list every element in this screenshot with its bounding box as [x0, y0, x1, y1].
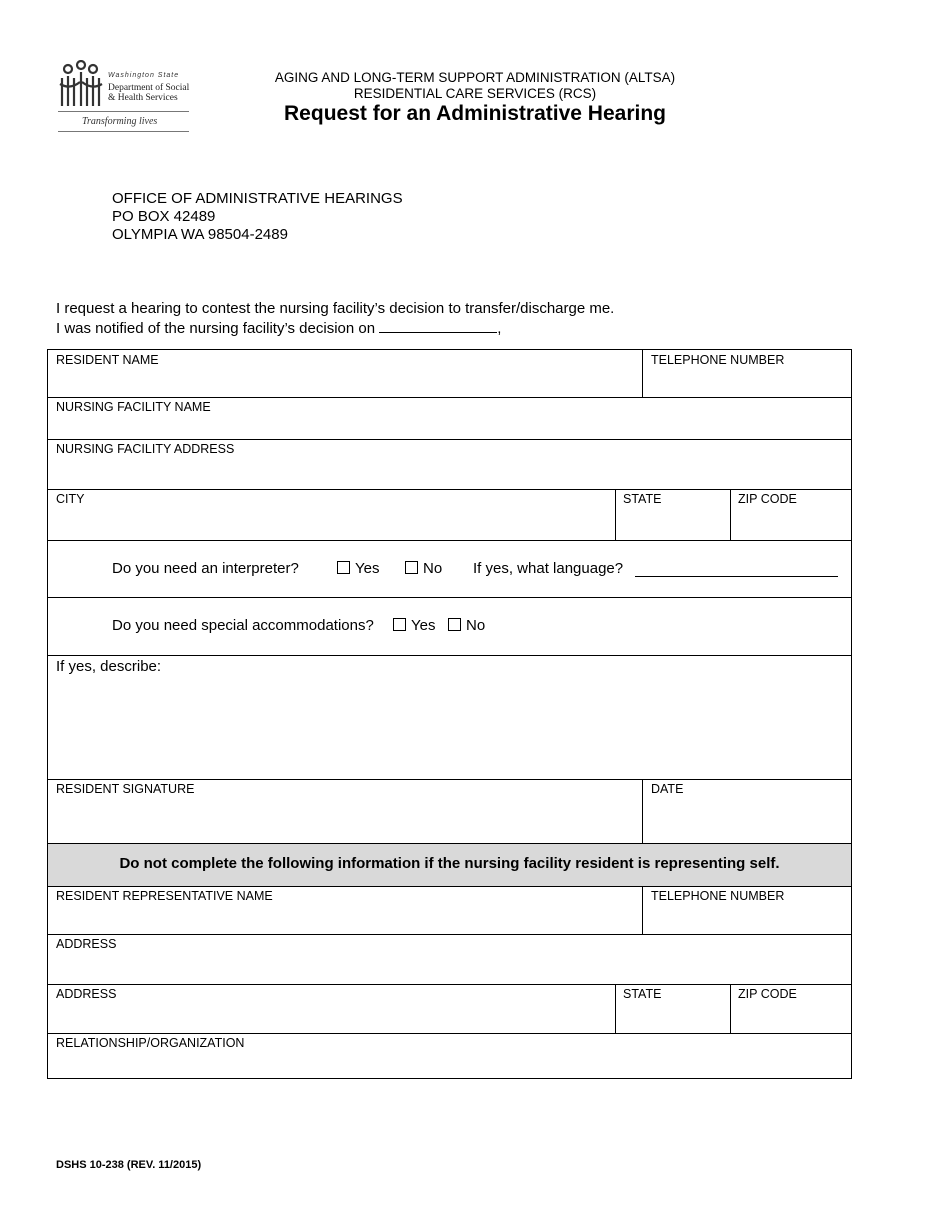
date-field[interactable]: DATE: [651, 782, 684, 796]
rep-zip-field[interactable]: ZIP CODE: [738, 987, 797, 1001]
rep-address-field[interactable]: ADDRESS: [56, 937, 117, 951]
representative-notice: Do not complete the following information if the nursing facility resident is representing self.: [119, 855, 780, 872]
notification-statement: I was notified of the nursing facility’s decision on ,: [56, 320, 502, 337]
state-field[interactable]: STATE: [623, 492, 662, 506]
city-field[interactable]: CITY: [56, 492, 85, 506]
logo-rule-bottom: [58, 131, 189, 132]
accommodations-yes-option[interactable]: Yes: [393, 617, 435, 634]
rep-state-field[interactable]: STATE: [623, 987, 662, 1001]
logo-state: Washington State: [108, 72, 180, 79]
facility-name-field[interactable]: NURSING FACILITY NAME: [56, 400, 211, 414]
hearing-request-form: [47, 349, 852, 1079]
accommodations-question: Do you need special accommodations?: [112, 617, 374, 634]
notification-date-field[interactable]: [379, 320, 497, 333]
page-title: Request for an Administrative Hearing: [284, 102, 666, 125]
language-question: If yes, what language?: [473, 560, 624, 577]
division-name: RESIDENTIAL CARE SERVICES (RCS): [353, 86, 597, 101]
rep-telephone-field[interactable]: TELEPHONE NUMBER: [651, 889, 785, 903]
logo-tagline: Transforming lives: [82, 116, 158, 127]
interpreter-no-checkbox[interactable]: [405, 561, 418, 574]
relationship-field[interactable]: RELATIONSHIP/ORGANIZATION: [56, 1036, 245, 1050]
mail-address-line1: OFFICE OF ADMINISTRATIVE HEARINGS: [112, 190, 403, 207]
accommodations-no-option[interactable]: No: [448, 617, 485, 634]
mail-address-line3: OLYMPIA WA 98504-2489: [112, 226, 288, 243]
request-statement: I request a hearing to contest the nursing facility’s decision to transfer/discharge me.: [56, 300, 615, 317]
logo-department: Department of Social & Health Services: [108, 83, 190, 103]
interpreter-yes-checkbox[interactable]: [337, 561, 350, 574]
signature-field[interactable]: RESIDENT SIGNATURE: [56, 782, 195, 796]
resident-name-field[interactable]: RESIDENT NAME: [56, 353, 159, 367]
rep-name-field[interactable]: RESIDENT REPRESENTATIVE NAME: [56, 889, 273, 903]
form-number: DSHS 10-238 (REV. 11/2015): [56, 1159, 202, 1171]
describe-field[interactable]: If yes, describe:: [56, 658, 162, 675]
interpreter-no-option[interactable]: No: [405, 560, 442, 577]
language-input-line[interactable]: [635, 576, 838, 577]
agency-name: AGING AND LONG-TERM SUPPORT ADMINISTRATION (ALTSA): [274, 70, 676, 85]
interpreter-yes-option[interactable]: Yes: [337, 560, 379, 577]
rep-address2-field[interactable]: ADDRESS: [56, 987, 117, 1001]
interpreter-question: Do you need an interpreter?: [112, 560, 299, 577]
accommodations-no-checkbox[interactable]: [448, 618, 461, 631]
mail-address-line2: PO BOX 42489: [112, 208, 216, 225]
zip-field[interactable]: ZIP CODE: [738, 492, 797, 506]
facility-address-field[interactable]: NURSING FACILITY ADDRESS: [56, 442, 235, 456]
accommodations-yes-checkbox[interactable]: [393, 618, 406, 631]
telephone-field[interactable]: TELEPHONE NUMBER: [651, 353, 785, 367]
